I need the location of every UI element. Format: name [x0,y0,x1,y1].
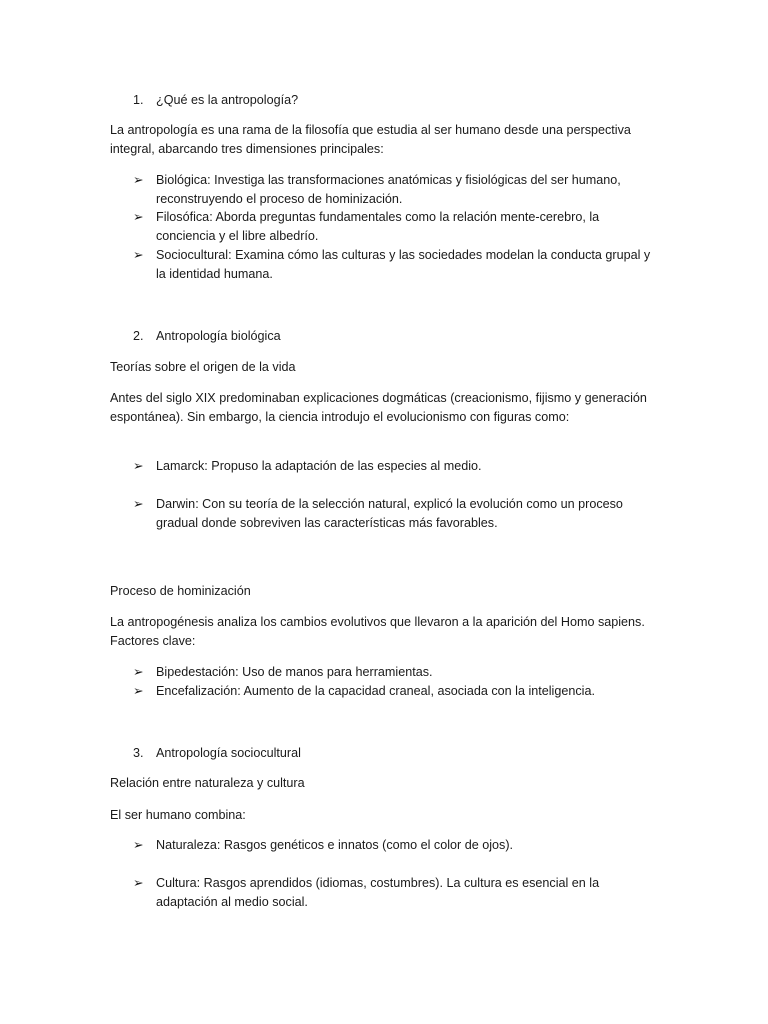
list-item: ➢ Filosófica: Aborda preguntas fundamentales como la relación mente-cerebro, la conciencia y el libre albedrío. [133,210,600,243]
arrow-bullet-icon: ➢ [133,497,144,511]
list-item: ➢ Lamarck: Propuso la adaptación de las especies al medio. [133,457,653,476]
arrow-bullet-icon: ➢ [133,459,144,473]
section-3-paragraph-1: El ser humano combina: [110,808,246,822]
section-2-subheading-2: Proceso de hominización [110,584,251,598]
list-item: ➢ Cultura: Rasgos aprendidos (idiomas, costumbres). La cultura es esencial en la adaptación al medio social. [133,876,600,909]
arrow-bullet-icon: ➢ [133,665,144,679]
section-2-paragraph-1: Antes del siglo XIX predominaban explicaciones dogmáticas (creacionismo, fijismo y generación espontánea). Sin embargo, la ciencia introdujo el evolucionismo con figuras como: [110,391,647,424]
section-2-paragraph-2: La antropogénesis analiza los cambios evolutivos que llevaron a la aparición del Homo sapiens. Factores clave: [110,615,645,648]
arrow-bullet-icon: ➢ [133,210,144,224]
section-1-heading: 1. ¿Qué es la antropología? [133,93,299,107]
section-1-intro: La antropología es una rama de la filosofía que estudia al ser humano desde una perspectiva integral, abarcando tres dimensiones principales: [110,123,631,156]
list-item: ➢ Naturaleza: Rasgos genéticos e innatos (como el color de ojos). [133,836,653,855]
section-3-heading: 3. Antropología sociocultural [133,746,301,760]
list-item: ➢ Encefalización: Aumento de la capacidad craneal, asociada con la inteligencia. [133,682,653,701]
section-2-subheading-1: Teorías sobre el origen de la vida [110,360,296,374]
list-item: ➢ Sociocultural: Examina cómo las culturas y las sociedades modelan la conducta grupal y la identidad humana. [133,248,651,281]
arrow-bullet-icon: ➢ [133,876,144,890]
arrow-bullet-icon: ➢ [133,248,144,262]
section-2-heading: 2. Antropología biológica [133,329,281,343]
arrow-bullet-icon: ➢ [133,684,144,698]
arrow-bullet-icon: ➢ [133,173,144,187]
section-3-subheading-1: Relación entre naturaleza y cultura [110,776,305,790]
list-item: ➢ Bipedestación: Uso de manos para herramientas. [133,663,653,682]
list-item: ➢ Biológica: Investiga las transformaciones anatómicas y fisiológicas del ser humano, reconstruyendo el proceso de hominización. [133,173,621,206]
list-item: ➢ Darwin: Con su teoría de la selección natural, explicó la evolución como un proceso gradual donde sobreviven las características más favorables. [133,497,623,530]
arrow-bullet-icon: ➢ [133,838,144,852]
